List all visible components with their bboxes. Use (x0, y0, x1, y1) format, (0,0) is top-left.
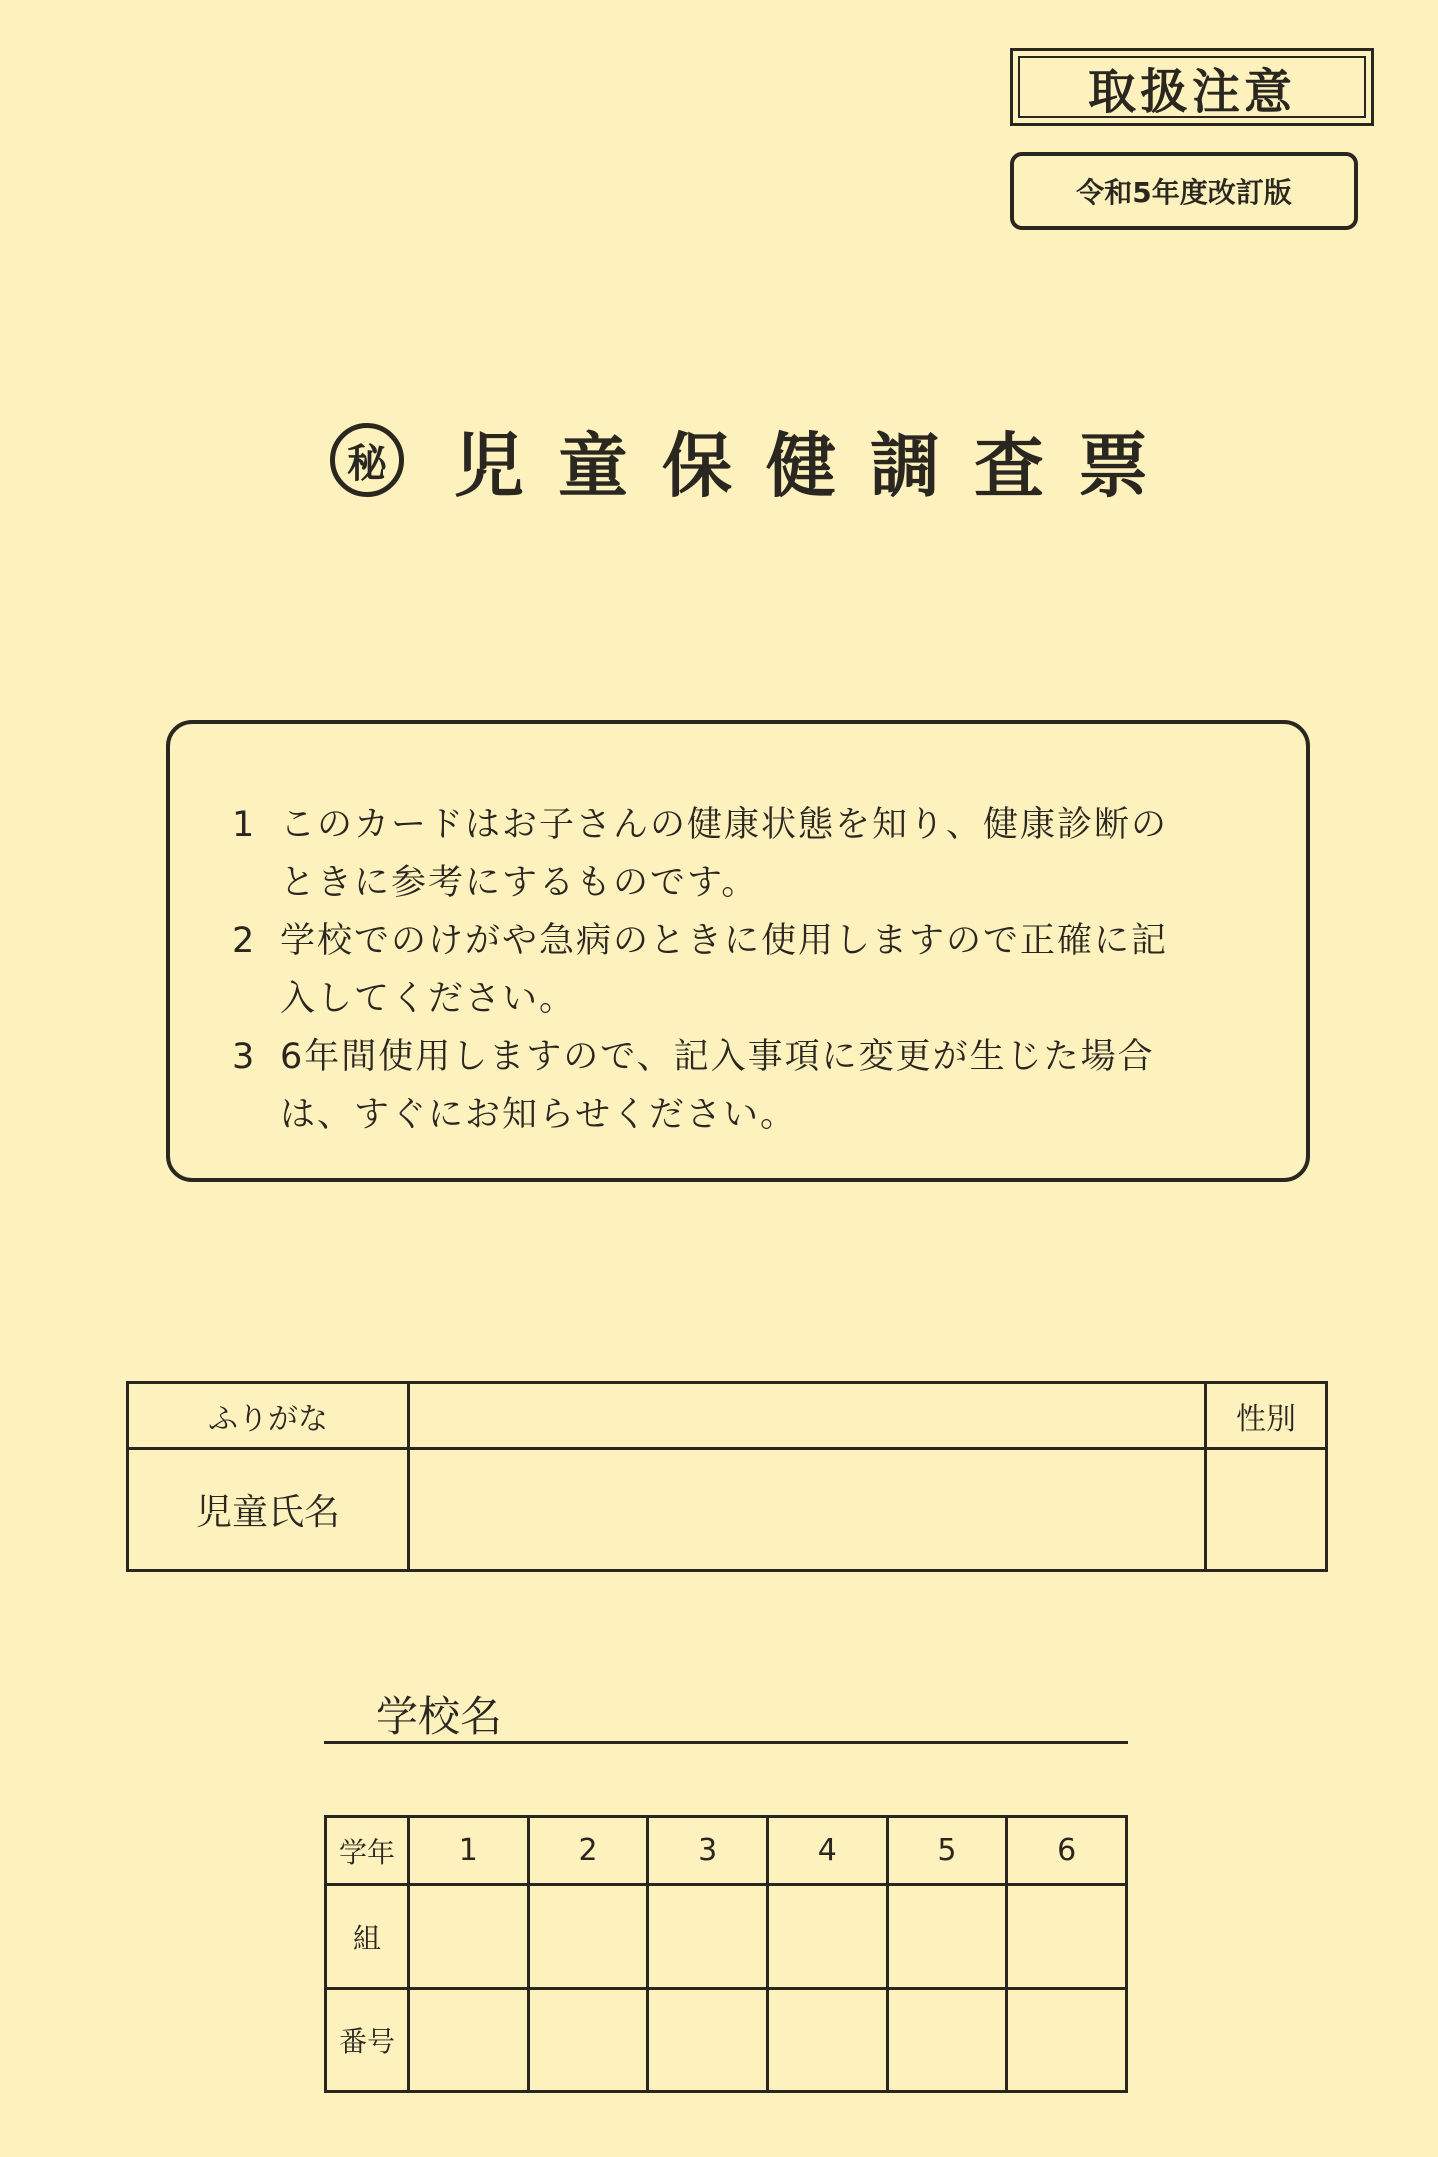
instruction-item (228, 796, 1246, 912)
instruction-text (280, 912, 1246, 1028)
instruction-line: は、すぐにお知らせください。 (280, 1095, 797, 1135)
student-name-field[interactable] (409, 1449, 1206, 1571)
number-row-label: 番号 (326, 1989, 409, 2092)
instructions-box (166, 720, 1310, 1182)
class-cell[interactable] (1007, 1885, 1127, 1989)
instruction-line: ときに参考にするものです。 (280, 863, 759, 903)
instruction-item (228, 1028, 1246, 1144)
number-cell[interactable] (409, 1989, 529, 2092)
handling-caution-badge (1010, 48, 1374, 126)
grade-number: 1 (409, 1817, 529, 1885)
number-cell[interactable] (887, 1989, 1007, 2092)
number-cell[interactable] (767, 1989, 887, 2092)
instruction-line: このカードはお子さんの健康状態を知り、健康診断の (280, 805, 1169, 845)
sex-field[interactable] (1206, 1449, 1327, 1571)
instruction-text (280, 1028, 1246, 1144)
class-cell[interactable] (409, 1885, 529, 1989)
instruction-text (280, 796, 1246, 912)
grade-number: 5 (887, 1817, 1007, 1885)
grade-header-label: 学年 (326, 1817, 409, 1885)
class-cell[interactable] (887, 1885, 1007, 1989)
number-cell[interactable] (648, 1989, 768, 2092)
class-cell[interactable] (767, 1885, 887, 1989)
grade-number: 2 (528, 1817, 648, 1885)
instruction-number: 3 (232, 1037, 257, 1077)
document-title (330, 410, 1210, 510)
instruction-line: 学校でのけがや急病のときに使用しますので正確に記 (280, 921, 1169, 961)
furigana-label: ふりがな (128, 1383, 409, 1449)
school-name-field[interactable] (324, 1680, 1128, 1744)
edition-label: 令和5年度改訂版 (1010, 152, 1358, 230)
student-name-table (126, 1381, 1328, 1572)
instruction-item (228, 912, 1246, 1028)
class-cell[interactable] (528, 1885, 648, 1989)
instruction-line: 6年間使用しますので、記入事項に変更が生じた場合 (280, 1037, 1155, 1077)
school-name-label: 学校名 (376, 1692, 503, 1741)
grade-number: 4 (767, 1817, 887, 1885)
grade-class-table (324, 1815, 1128, 2093)
sex-label: 性別 (1206, 1383, 1327, 1449)
number-cell[interactable] (528, 1989, 648, 2092)
handling-caution-label: 取扱注意 (1018, 56, 1366, 118)
instruction-line: 入してください。 (280, 979, 577, 1019)
title-text: 児童保健調査票 (454, 424, 1182, 507)
class-row-label: 組 (326, 1885, 409, 1989)
class-cell[interactable] (648, 1885, 768, 1989)
confidential-mark: 秘 (330, 423, 404, 497)
grade-number: 3 (648, 1817, 768, 1885)
furigana-field[interactable] (409, 1383, 1206, 1449)
instruction-number: 1 (232, 805, 257, 845)
instruction-number: 2 (232, 921, 257, 961)
number-cell[interactable] (1007, 1989, 1127, 2092)
student-name-label: 児童氏名 (128, 1449, 409, 1571)
grade-number: 6 (1007, 1817, 1127, 1885)
